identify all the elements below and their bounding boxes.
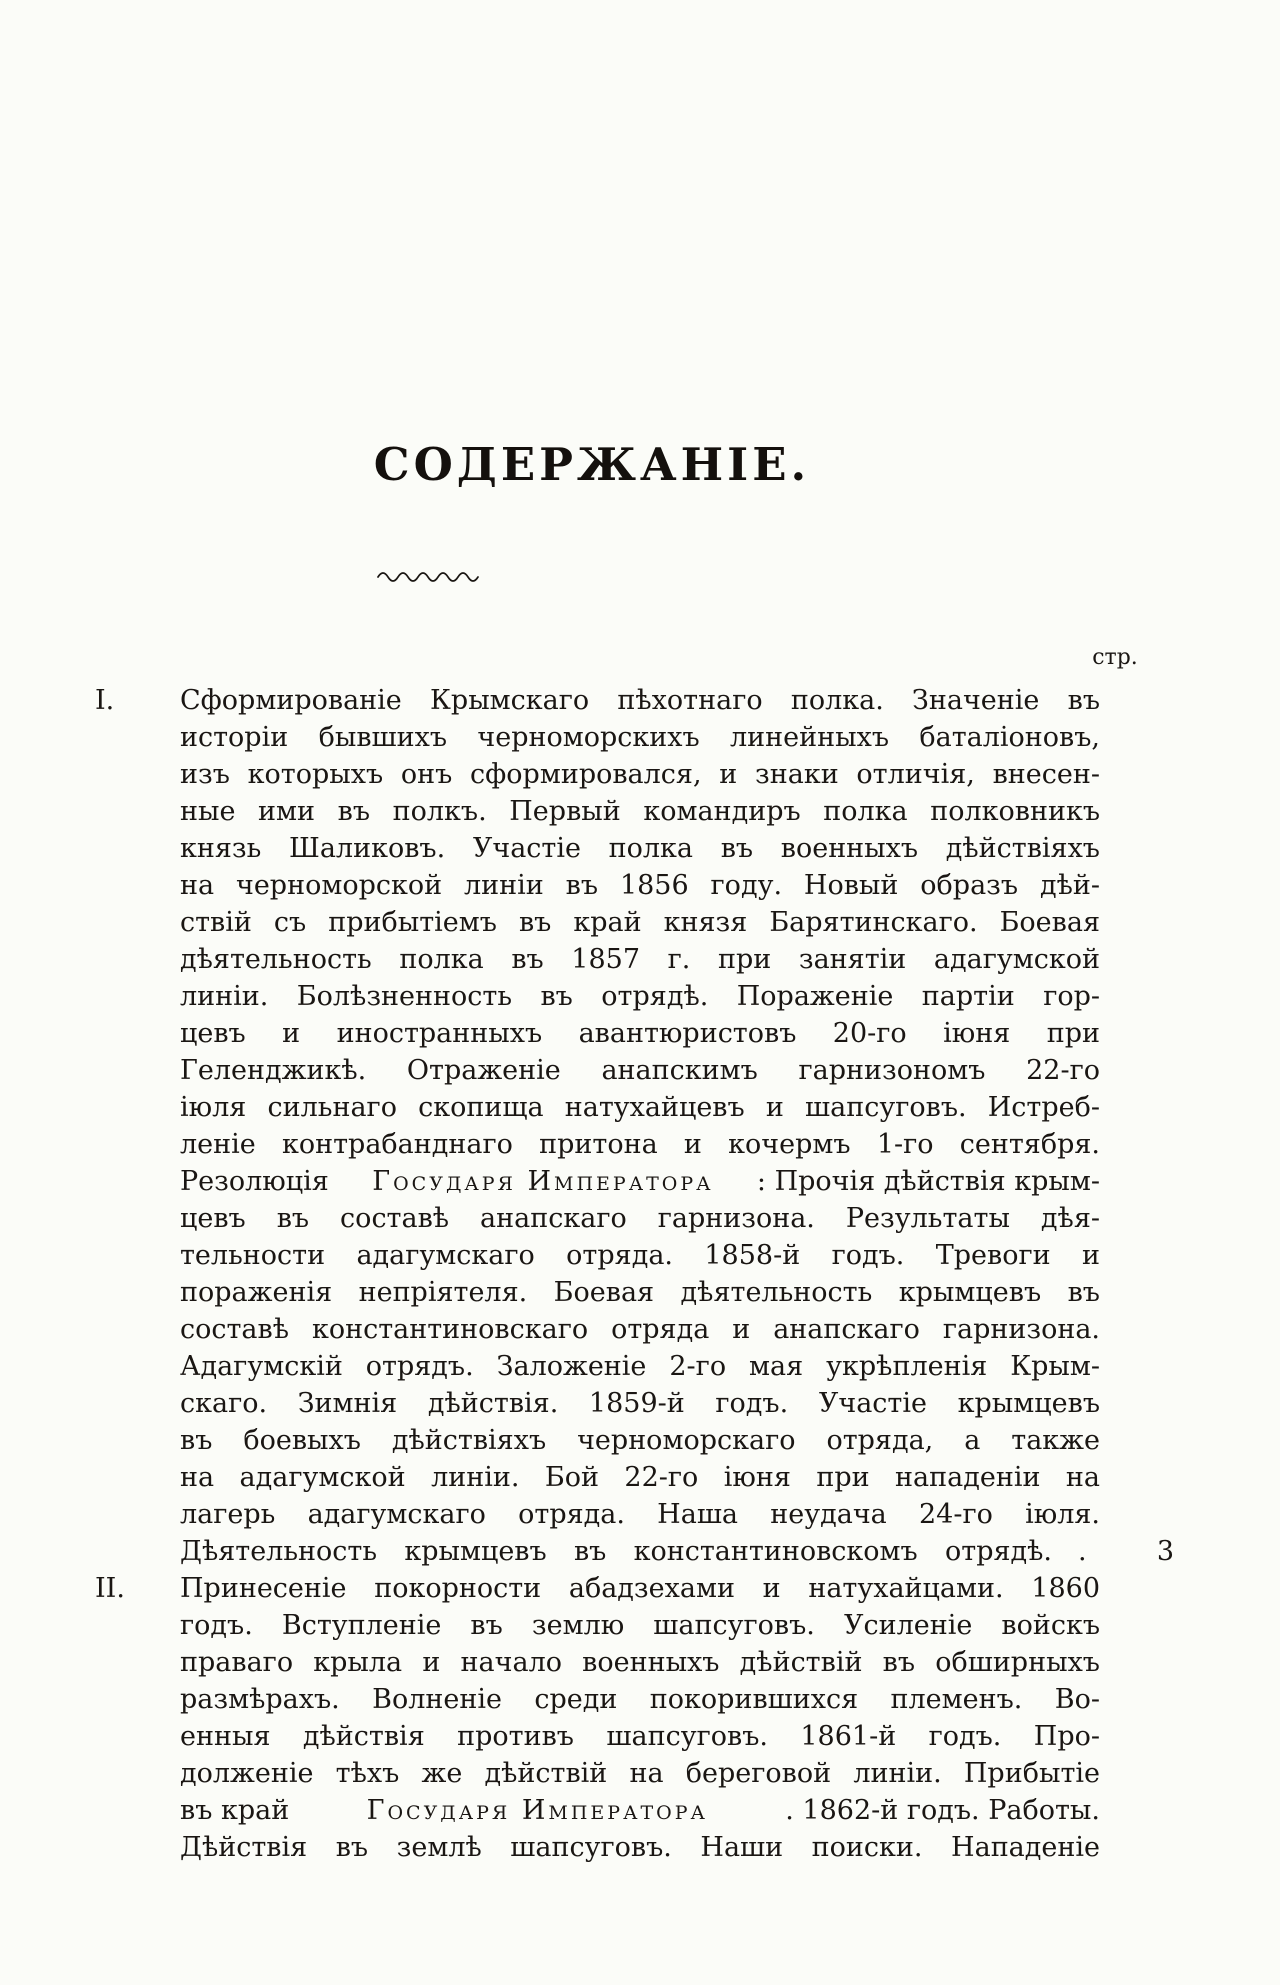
toc-line: годъ. Вступленіе въ землю шапсуговъ. Усиленіе войскъ bbox=[180, 1610, 1100, 1641]
toc-line: скаго. Зимнія дѣйствія. 1859-й годъ. Участіе крымцевъ bbox=[180, 1388, 1100, 1419]
toc-line: Принесеніе покорности абадзехами и натухайцами. 1860 bbox=[180, 1573, 1100, 1604]
smallcaps-phrase: Государя Императора bbox=[366, 1795, 708, 1826]
toc-line-with-page-number bbox=[180, 1533, 1180, 1570]
line-text: : Прочія дѣйствія крым- bbox=[756, 1166, 1100, 1197]
line-text: въ край bbox=[180, 1795, 290, 1826]
toc-line: дѣятельность полка въ 1857 г. при занятіи адагумской bbox=[180, 944, 1100, 975]
toc-entry-2 bbox=[95, 1570, 1180, 1866]
toc-line: Геленджикѣ. Отраженіе анапскимъ гарнизономъ 22-го bbox=[180, 1055, 1100, 1086]
table-of-contents bbox=[95, 682, 1180, 1866]
entry-numeral: II. bbox=[95, 1573, 125, 1604]
toc-line: изъ которыхъ онъ сформировался, и знаки отличія, внесен- bbox=[180, 759, 1100, 790]
toc-line: князь Шаликовъ. Участіе полка въ военныхъ дѣйствіяхъ bbox=[180, 833, 1100, 864]
smallcaps-phrase: Государя Императора bbox=[372, 1166, 714, 1197]
toc-line: Адагумскій отрядъ. Заложеніе 2-го мая укрѣпленія Крым- bbox=[180, 1351, 1100, 1382]
toc-line: составѣ константиновскаго отряда и анапскаго гарнизона. bbox=[180, 1314, 1100, 1345]
toc-line: исторіи бывшихъ черноморскихъ линейныхъ баталіоновъ, bbox=[180, 722, 1100, 753]
page-number: 3 bbox=[1156, 1536, 1174, 1567]
toc-line bbox=[180, 1163, 1100, 1200]
toc-line: Сформированіе Крымскаго пѣхотнаго полка. Значеніе въ bbox=[180, 685, 1100, 716]
toc-line: на черноморской линіи въ 1856 году. Новый образъ дѣй- bbox=[180, 870, 1100, 901]
toc-line: іюля сильнаго скопища натухайцевъ и шапсуговъ. Истреб- bbox=[180, 1092, 1100, 1123]
toc-line: ствій съ прибытіемъ въ край князя Барятинскаго. Боевая bbox=[180, 907, 1100, 938]
toc-line: праваго крыла и начало военныхъ дѣйствій въ обширныхъ bbox=[180, 1647, 1100, 1678]
toc-line bbox=[180, 1792, 1100, 1829]
toc-line: ные ими въ полкъ. Первый командиръ полка полковникъ bbox=[180, 796, 1100, 827]
line-text: . 1862-й годъ. Работы. bbox=[785, 1795, 1100, 1826]
toc-line: линіи. Болѣзненность въ отрядѣ. Пораженіе партіи гор- bbox=[180, 981, 1100, 1012]
toc-line: лагерь адагумскаго отряда. Наша неудача 24-го іюля. bbox=[180, 1499, 1100, 1530]
leader-dot: . bbox=[1078, 1536, 1087, 1567]
squiggle-divider bbox=[375, 568, 481, 584]
squiggle-icon bbox=[375, 568, 481, 584]
toc-line: пораженія непріятеля. Боевая дѣятельность крымцевъ въ bbox=[180, 1277, 1100, 1308]
toc-entry-1 bbox=[95, 682, 1180, 1570]
line-text: Дѣятельность крымцевъ въ константиновскомъ отрядѣ. bbox=[180, 1536, 1052, 1567]
entry-text bbox=[180, 1570, 1180, 1866]
entry-numeral: I. bbox=[95, 685, 115, 716]
line-text: Резолюція bbox=[180, 1166, 329, 1197]
toc-line: размѣрахъ. Волненіе среди покорившихся племенъ. Во- bbox=[180, 1684, 1100, 1715]
toc-line: въ боевыхъ дѣйствіяхъ черноморскаго отряда, а также bbox=[180, 1425, 1100, 1456]
toc-line: енныя дѣйствія противъ шапсуговъ. 1861-й годъ. Про- bbox=[180, 1721, 1100, 1752]
toc-line: цевъ въ составѣ анапскаго гарнизона. Результаты дѣя- bbox=[180, 1203, 1100, 1234]
toc-line: леніе контрабанднаго притона и кочермъ 1-го сентября. bbox=[180, 1129, 1100, 1160]
toc-line: долженіе тѣхъ же дѣйствій на береговой линіи. Прибытіе bbox=[180, 1758, 1100, 1789]
page-column-header: стр. bbox=[1092, 645, 1138, 670]
toc-line: тельности адагумскаго отряда. 1858-й годъ. Тревоги и bbox=[180, 1240, 1100, 1271]
entry-text bbox=[180, 682, 1180, 1570]
toc-line: Дѣйствія въ землѣ шапсуговъ. Наши поиски. Нападеніе bbox=[180, 1832, 1100, 1863]
toc-line: на адагумской линіи. Бой 22-го іюня при нападеніи на bbox=[180, 1462, 1100, 1493]
toc-line: цевъ и иностранныхъ авантюристовъ 20-го іюня при bbox=[180, 1018, 1100, 1049]
page-title: СОДЕРЖАНІЕ. bbox=[373, 438, 811, 491]
